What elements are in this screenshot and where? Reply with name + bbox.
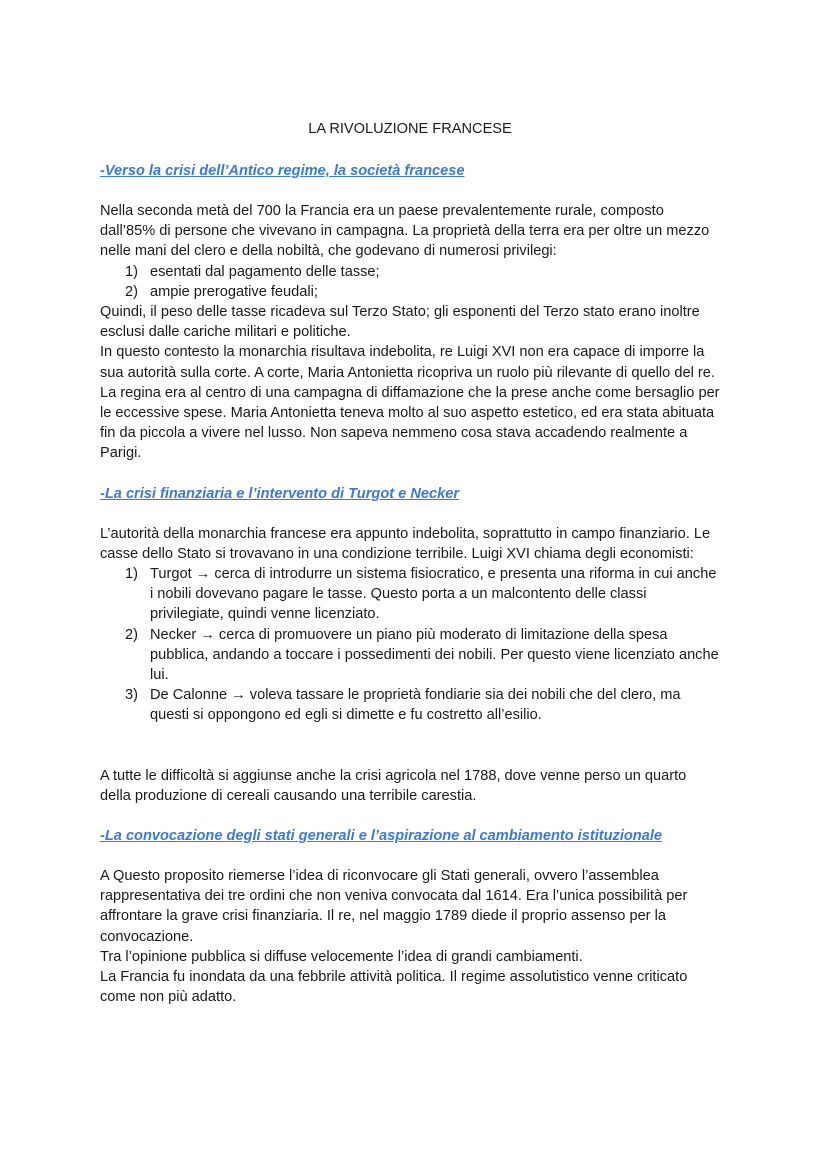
list-item — [100, 262, 720, 282]
list-number: 3) — [125, 687, 138, 704]
section-heading-stati-generali: -La convocazione degli stati generali e l’aspirazione al cambiamento istituzionale — [100, 828, 663, 845]
paragraph: Tra l’opinione pubblica si diffuse velocemente l’idea di grandi cambiamenti. — [100, 948, 583, 965]
document-page — [100, 119, 720, 1008]
list-number: 2) — [125, 283, 138, 300]
paragraph: A Questo proposito riemerse l’idea di riconvocare gli Stati generali, ovvero l’assemblea rappresentativa dei tre ordini che non veniva convocata dal 1614. Era l’unica possibilità per affrontare la grave crisi finanziaria. Il re, nel maggio 1789 diede il proprio assenso per la convocazione. — [100, 868, 688, 945]
paragraph: A tutte le difficoltà si aggiunse anche la crisi agricola nel 1788, dove venne perso un quarto della produzione di cereali causando una terribile carestia. — [100, 767, 687, 804]
paragraph: Nella seconda metà del 700 la Francia era un paese prevalentemente rurale, composto dall’85% di persone che vivevano in campagna. La proprietà della terra era per oltre un mezzo nelle mani del clero e della nobiltà, che godevano di numerosi privilegi: — [100, 203, 710, 260]
list-number: 2) — [125, 626, 138, 643]
economists-list — [100, 564, 720, 726]
list-item-text: De Calonne → voleva tassare le proprietà fondiarie sia dei nobili che del clero, ma questi si oppongono ed egli si dimette e fu costretto all’esilio. — [150, 687, 681, 724]
section-heading-antico-regime: -Verso la crisi dell’Antico regime, la società francese — [100, 163, 465, 179]
paragraph: La Francia fu inondata da una febbrile attività politica. Il regime assolutistico venne criticato come non più adatto. — [100, 969, 688, 1006]
section-heading-crisi-finanziaria: -La crisi finanziaria e l’intervento di Turgot e Necker — [100, 485, 460, 502]
page-title: LA RIVOLUZIONE FRANCESE — [308, 121, 512, 137]
list-item-text: Turgot → cerca di introdurre un sistema fisiocratico, e presenta una riforma in cui anche i nobili dovevano pagare le tasse. Questo porta a un malcontento delle classi privilegiate, quindi venne licenziato. — [150, 566, 717, 623]
list-item-text: Necker → cerca di promuovere un piano più moderato di limitazione della spesa pubblica, andando a toccare i possedimenti dei nobili. Per questo viene licenziato anche lui. — [150, 626, 719, 684]
paragraph: In questo contesto la monarchia risultava indebolita, re Luigi XVI non era capace di imporre la sua autorità sulla corte. A corte, Maria Antonietta ricopriva un ruolo più rilevante di quello del re. La regina era al centro di una campagna di diffamazione che la prese anche come bersaglio per le eccessive spese. Maria Antonietta teneva molto al suo aspetto estetico, ed era stata abituata fin da piccola a vivere nel lusso. Non sapeva nemmeno cosa stava accadendo realmente a Parigi. — [100, 344, 720, 462]
list-number: 1) — [125, 263, 138, 280]
list-item — [100, 282, 720, 302]
list-item-text: ampie prerogative feudali; — [150, 283, 318, 300]
list-item — [100, 564, 720, 625]
list-item-text: esentati dal pagamento delle tasse; — [150, 263, 380, 280]
list-item — [100, 625, 720, 686]
list-number: 1) — [125, 566, 138, 583]
privileges-list — [100, 262, 720, 302]
list-item — [100, 685, 720, 725]
paragraph: L’autorità della monarchia francese era appunto indebolita, soprattutto in campo finanziario. Le casse dello Stato si trovavano in una condizione terribile. Luigi XVI chiama degli economisti: — [100, 525, 711, 562]
paragraph: Quindi, il peso delle tasse ricadeva sul Terzo Stato; gli esponenti del Terzo stato erano inoltre esclusi dalle cariche militari e politiche. — [100, 304, 700, 341]
